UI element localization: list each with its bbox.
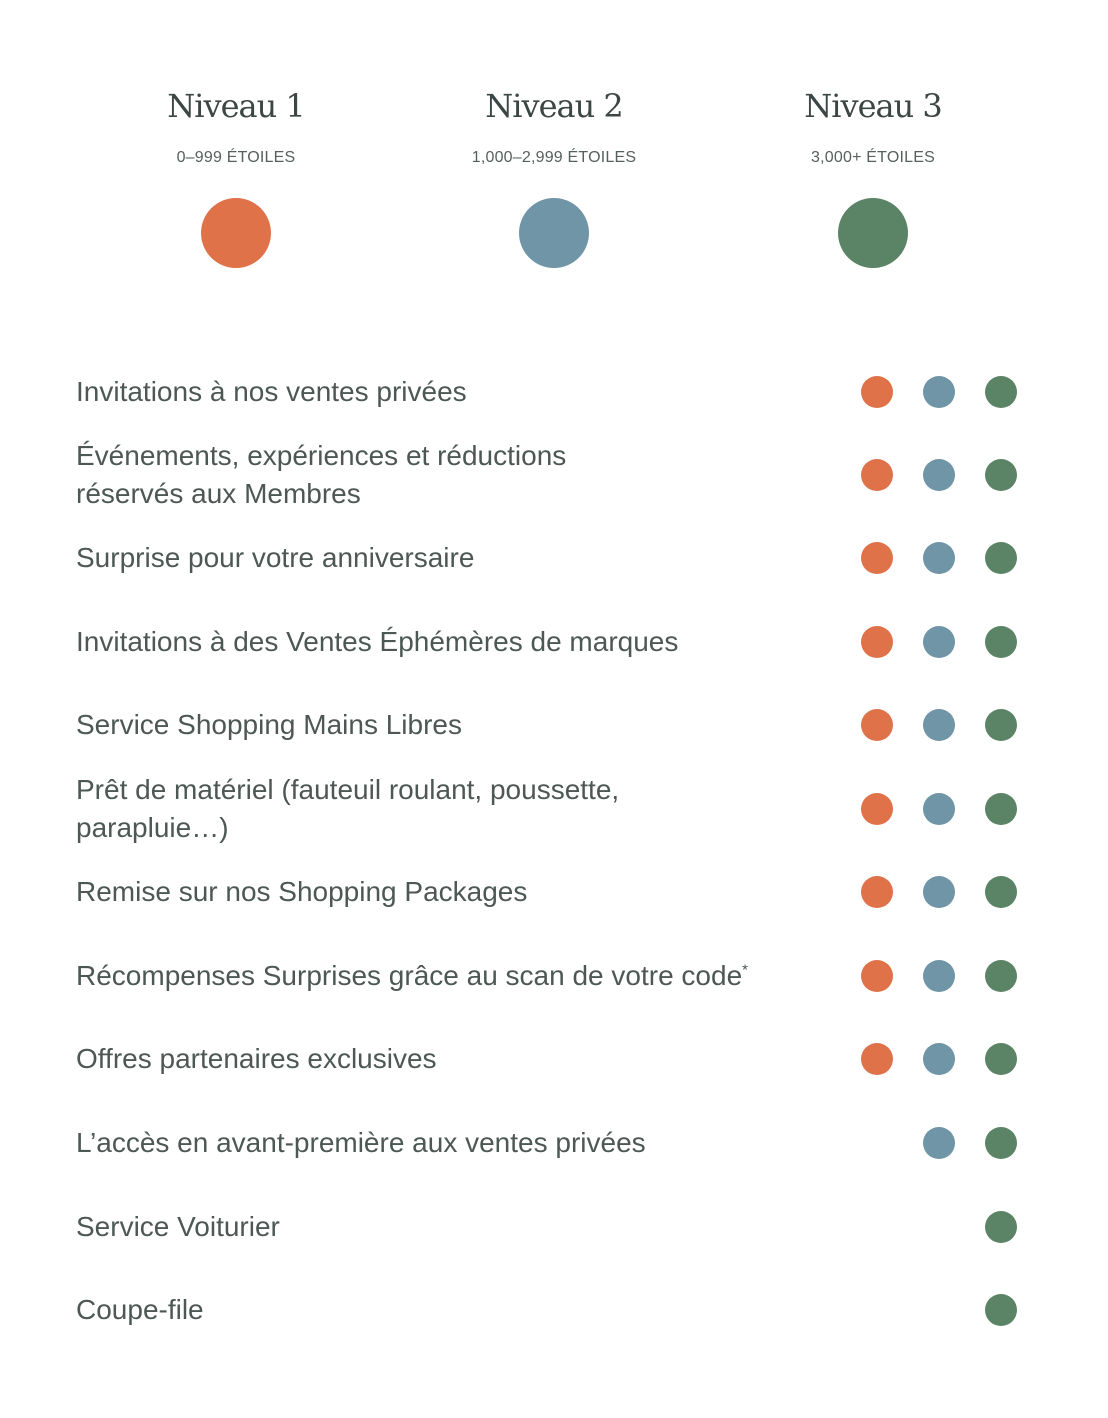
tier-3-column — [713, 86, 1033, 268]
tier-3-included-dot — [985, 876, 1017, 908]
tier-3-name: Niveau 3 — [804, 87, 942, 125]
benefit-label — [76, 873, 836, 911]
benefit-label-text: Invitations à des Ventes Éphémères de marques — [76, 626, 679, 657]
tier-3-included-dot — [985, 542, 1017, 574]
benefit-label — [76, 771, 836, 847]
tier-3-included-dot — [985, 960, 1017, 992]
tier-3-included-dot — [985, 626, 1017, 658]
benefit-row — [76, 873, 1076, 911]
tier-1-name: Niveau 1 — [167, 87, 305, 125]
benefit-label-text: Coupe-file — [76, 1294, 204, 1325]
benefit-label-text: Service Shopping Mains Libres — [76, 709, 462, 740]
tier-1-range: 0–999 ÉTOILES — [176, 149, 296, 166]
benefit-label — [76, 623, 836, 661]
benefit-row — [76, 1040, 1076, 1078]
tier-1-included-dot — [861, 960, 893, 992]
tier-2-included-dot — [923, 876, 955, 908]
benefit-label — [76, 539, 836, 577]
benefit-row — [76, 437, 1076, 513]
benefit-row — [76, 373, 1076, 411]
tier-3-included-dot — [985, 459, 1017, 491]
tier-1-included-dot — [861, 542, 893, 574]
tier-2-dot — [519, 198, 589, 268]
tier-2-included-dot — [923, 793, 955, 825]
benefit-row — [76, 1291, 1076, 1329]
tier-2-name: Niveau 2 — [485, 87, 623, 125]
benefit-row — [76, 771, 1076, 847]
tier-2-included-dot — [923, 376, 955, 408]
benefit-label-text: Récompenses Surprises grâce au scan de votre code — [76, 960, 743, 991]
benefit-label-text: Prêt de matériel (fauteuil roulant, poussette, parapluie…) — [76, 774, 620, 843]
tier-3-included-dot — [985, 709, 1017, 741]
tier-2-included-dot — [923, 459, 955, 491]
benefit-row — [76, 1208, 1076, 1246]
benefit-label — [76, 1291, 836, 1329]
benefit-label-text: Invitations à nos ventes privées — [76, 376, 467, 407]
tier-3-included-dot — [985, 376, 1017, 408]
tier-1-included-dot — [861, 626, 893, 658]
tier-2-range: 1,000–2,999 ÉTOILES — [471, 149, 637, 166]
tier-2-included-dot — [923, 1127, 955, 1159]
tier-2-included-dot — [923, 709, 955, 741]
benefit-label — [76, 437, 836, 513]
benefit-row — [76, 623, 1076, 661]
benefit-label — [76, 706, 836, 744]
benefit-label-text: Surprise pour votre anniversaire — [76, 542, 475, 573]
benefit-row — [76, 957, 1076, 995]
tier-3-included-dot — [985, 1294, 1017, 1326]
benefit-row — [76, 539, 1076, 577]
benefit-label-text: L’accès en avant-première aux ventes privées — [76, 1127, 646, 1158]
tier-1-included-dot — [861, 1043, 893, 1075]
tier-1-included-dot — [861, 793, 893, 825]
tier-3-dot — [838, 198, 908, 268]
tier-2-included-dot — [923, 626, 955, 658]
tier-3-range: 3,000+ ÉTOILES — [811, 149, 935, 166]
tier-3-included-dot — [985, 1043, 1017, 1075]
tier-3-included-dot — [985, 1127, 1017, 1159]
tier-2-included-dot — [923, 1043, 955, 1075]
tier-1-included-dot — [861, 709, 893, 741]
benefit-label — [76, 1040, 836, 1078]
tier-3-included-dot — [985, 1211, 1017, 1243]
benefit-label — [76, 373, 836, 411]
benefit-label-text: Remise sur nos Shopping Packages — [76, 876, 528, 907]
benefit-label-text: Événements, expériences et réductions réservés aux Membres — [76, 440, 567, 509]
tier-1-column — [76, 86, 396, 268]
tier-2-column — [394, 86, 714, 268]
tier-1-included-dot — [861, 376, 893, 408]
benefit-label — [76, 1208, 836, 1246]
tier-3-included-dot — [985, 793, 1017, 825]
tier-1-dot — [201, 198, 271, 268]
benefit-row — [76, 706, 1076, 744]
footnote-marker: * — [742, 961, 748, 979]
benefit-label-text: Offres partenaires exclusives — [76, 1043, 437, 1074]
benefit-row — [76, 1124, 1076, 1162]
tier-1-included-dot — [861, 459, 893, 491]
benefit-label — [76, 957, 836, 995]
benefit-label-text: Service Voiturier — [76, 1211, 280, 1242]
tier-1-included-dot — [861, 876, 893, 908]
tier-2-included-dot — [923, 542, 955, 574]
benefit-label — [76, 1124, 836, 1162]
tier-2-included-dot — [923, 960, 955, 992]
